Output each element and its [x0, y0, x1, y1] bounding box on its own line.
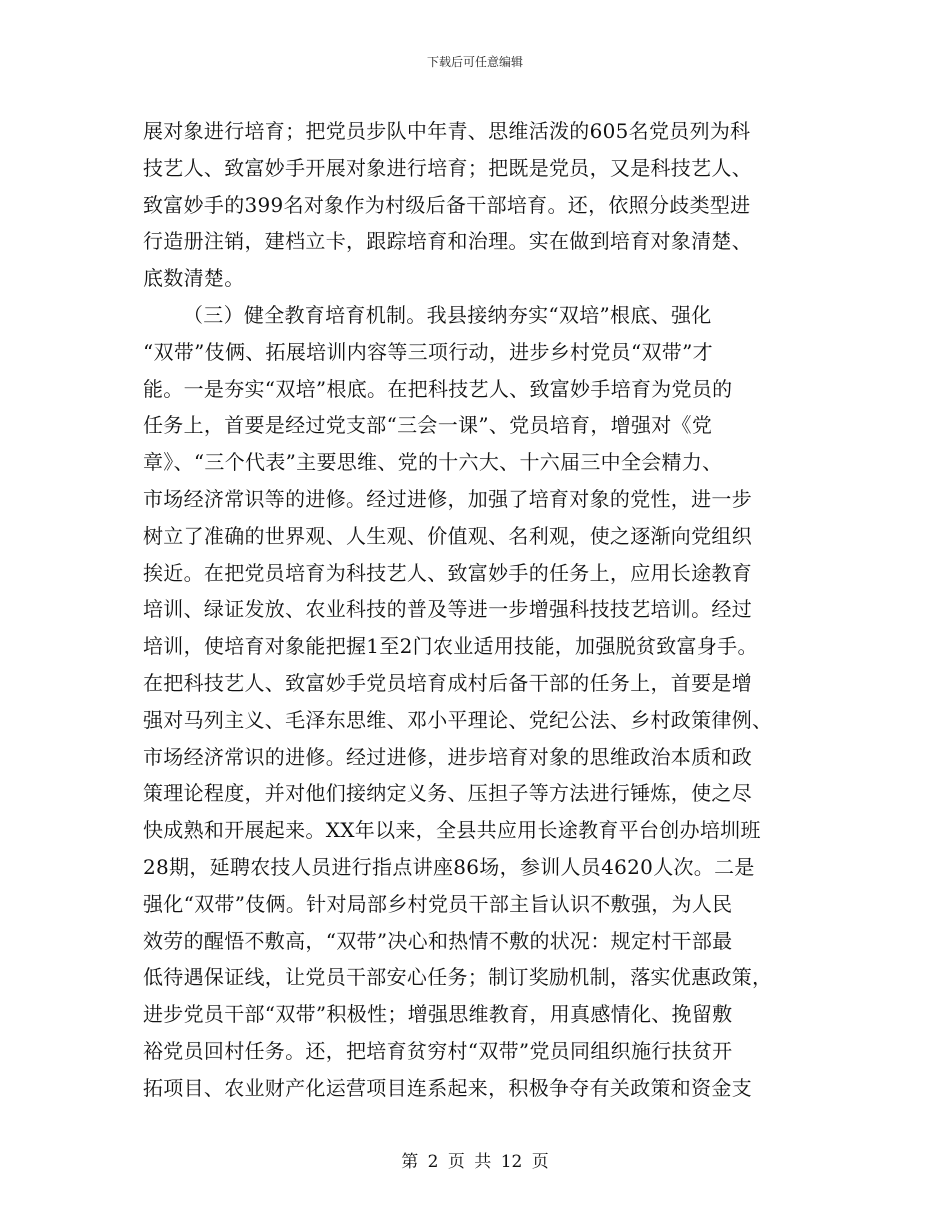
text-line: （三）健全教育培育机制。我县接纳夯实“双培”根底、强化 — [183, 302, 712, 327]
page-number-footer: 第 2 页 共 12 页 — [401, 1152, 549, 1172]
text-line: 28期，延聘农技人员进行指点讲座86场，参训人员4620人次。二是 — [143, 854, 755, 879]
text-line: 策理论程度，并对他们接纳定义务、压担子等方法进行锤炼，使之尽 — [143, 781, 752, 806]
text-line: 展对象进行培育；把党员步队中年青、思维活泼的605名党员列为科 — [143, 119, 751, 143]
text-line: “双带”伎俩、拓展培训内容等三项行动，进步乡村党员“双带”才 — [143, 339, 713, 364]
text-line: 市场经济常识等的进修。经过进修，加强了培育对象的党性，进一步 — [143, 486, 752, 511]
text-line: 市场经济常识的进修。经过进修，进步培育对象的思维政治本质和政 — [143, 744, 752, 769]
text-line: 任务上，首要是经过党支部“三会一课”、党员培育，增强对《党 — [143, 413, 713, 438]
text-line: 章》、“三个代表”主要思维、党的十六大、十六届三中全会精力、 — [143, 450, 723, 475]
text-line: 行造册注销，建档立卡，跟踪培育和治理。实在做到培育对象清楚、 — [143, 229, 752, 254]
document-body — [143, 113, 798, 1107]
text-line: 能。一是夯实“双培”根底。在把科技艺人、致富妙手培育为党员的 — [143, 376, 733, 401]
page-header: 下载后可任意编辑 — [426, 55, 523, 69]
text-line: 强对马列主义、毛泽东思维、邓小平理论、党纪公法、乡村政策律例、 — [143, 707, 773, 732]
text-line: 强化“双带”伎俩。针对局部乡村党员干部主旨认识不敷强，为人民 — [143, 891, 733, 916]
text-line: 致富妙手的399名对象作为村级后备干部培育。还，依照分歧类型进 — [143, 192, 751, 217]
text-line: 效劳的醒悟不敷高，“双带”决心和热情不敷的状况：规定村干部最 — [143, 928, 733, 953]
text-line: 底数清楚。 — [143, 266, 245, 291]
text-line: 挨近。在把党员培育为科技艺人、致富妙手的任务上，应用长途教育 — [143, 560, 752, 585]
text-line: 裕党员回村任务。还，把培育贫穷村“双带”党员同组织施行扶贫开 — [143, 1038, 733, 1063]
text-line: 在把科技艺人、致富妙手党员培育成村后备干部的任务上，首要是增 — [143, 670, 752, 695]
text-line: 拓项目、农业财产化运营项目连系起来，积极争夺有关政策和资金支 — [143, 1075, 752, 1100]
text-line: 低待遇保证线，让党员干部安心任务；制订奖励机制，落实优惠政策， — [143, 965, 773, 990]
text-line: 培训，使培育对象能把握1至2门农业适用技能，加强脱贫致富身手。 — [143, 634, 758, 659]
text-line: 技艺人、致富妙手开展对象进行培育；把既是党员，又是科技艺人、 — [143, 155, 752, 180]
text-line: 培训、绿证发放、农业科技的普及等进一步增强科技技艺培训。经过 — [143, 597, 752, 622]
text-line: 树立了准确的世界观、人生观、价值观、名利观，使之逐渐向党组织 — [143, 523, 752, 548]
text-line: 快成熟和开展起来。XX年以来，全县共应用长途教育平台创办培圳班 — [143, 818, 761, 843]
text-line: 进步党员干部“双带”积极性；增强思维教育，用真感情化、挽留敷 — [143, 1002, 733, 1027]
